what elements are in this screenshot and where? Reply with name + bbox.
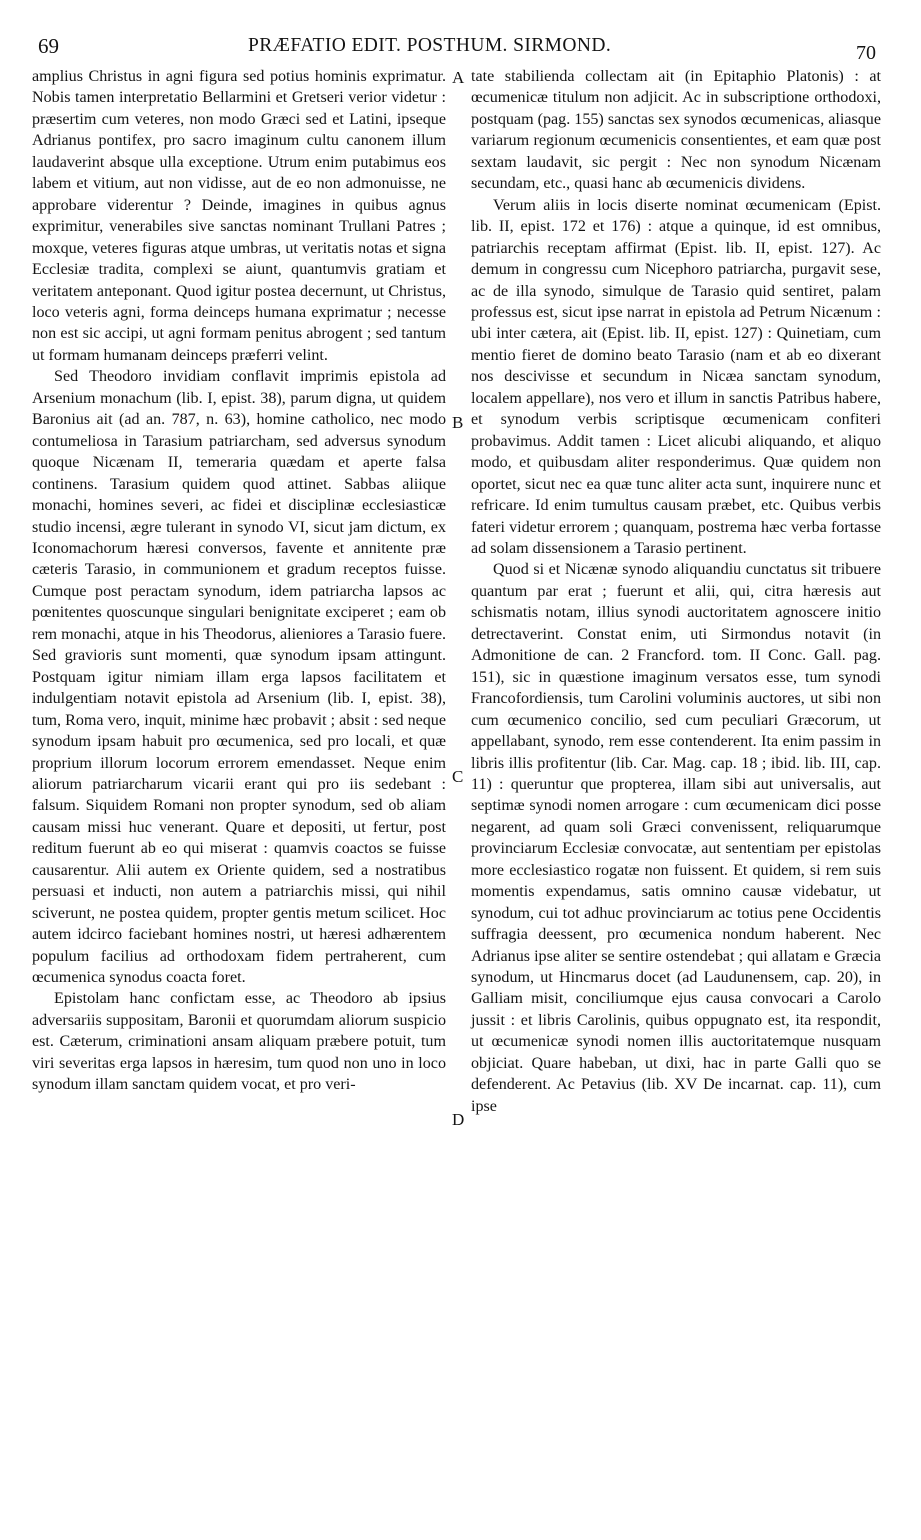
right-column <box>471 66 881 1117</box>
left-paragraph-3: Epistolam hanc confictam esse, ac Theodoro ab ipsius adversariis suppositam, Baronii et quorumdam aliorum suspicio est. Cæterum, criminationi ansam aliquam præbere potuit, tum viri severitas erga lapsos in hæresim, tum quod non uno in loco synodum illam sanctam quidem vocat, et pro veri- <box>32 990 446 1094</box>
margin-marker-b: B <box>452 413 464 432</box>
right-paragraph-3: Quod si et Nicænæ synodo aliquandiu cunctatus sit tribuere quantum par erat ; fuerunt et alii, qui, citra hæresis aut schismatis notam, illius synodi auctoritatem agnoscere initio detrectaverint. Constat enim, uti Sirmondus notavit (in Admonitione de can. 2 Francford. tom. II Conc. Gall. pag. 151), sic in quæstione imaginum versatos esse, tum synodi Francofordiensis, tum Carolini voluminis auctores, ut sibi non cum œcumenico concilio, sed cum peculiari Græcorum, ut appellabant, synodo, rem esse contenderent. Ita enim passim in libris illis profitentur (lib. Car. Mag. cap. 18 ; ibid. lib. III, cap. 11) : queruntur que propterea, illam sibi aut universalis, aut septimæ synodi nomen arrogare : cum œcumenicam dici posse negarent, ad quam soli Græci convenissent, reliquarumque provinciarum Ecclesiæ convocatæ, aut sententiam per epistolas more ecclesiastico rogatæ non fuissent. Et quidem, si rem suis momentis expendamus, satis omnino causæ videbatur, ut synodum, cui tot adhuc provinciarum ac totius pene Occidentis suffragia deessent, pro œcumenica nondum haberent. Nec Adrianus ipse aliter se sentire ostendebat ; qui allatam e Græcia synodum, ut Hincmarus docet (ad Laudunensem, cap. 20), in Galliam misit, conciliumque ejus causa convocari a Carolo jussit : et libris Carolinis, quibus oppugnato est, ita respondit, ut œcumenicæ synodi nomen illis auctoritatemque nusquam objiciat. Quare habeban, ut dixi, hac in parte Galli quo se defenderent. Ac Petavius (lib. XV De incarnat. cap. 11), cum ipse <box>471 561 881 1115</box>
left-paragraph-1: amplius Christus in agni figura sed potius hominis exprimatur. Nobis tamen interpretatio Bellarmini et Gretseri verior videtur : præsertim cum veteres, non modo Græci sed et Latini, ipseque Adrianus pontifex, pro sacro imaginum cultu canonem illum laudaverint absque ulla exceptione. Utrum enim putabimus eos labem et vitium, aut non vidisse, aut de eo non admonuisse, ne approbare viderentur ? Deinde, imagines in quibus agnus exprimitur, venerabiles sive sanctas nominant Trullani Patres ; moxque, veteres figuras atque umbras, ut veritatis notas et signa Ecclesiæ tradita, complexi se aiunt, quantumvis gratiam et veritatem anteponant. Quod igitur postea decernunt, ut Christus, loco veteris agni, forma deinceps humana exprimatur ; necesse non est sic accipi, ut agni formam penitus abrogent ; sed tantum ut formam humanam deinceps præferri velint. <box>32 68 446 364</box>
page-number-right: 70 <box>856 42 876 64</box>
page-number-left: 69 <box>38 34 59 58</box>
page-header <box>0 34 921 64</box>
margin-marker-d: D <box>452 1110 465 1129</box>
margin-marker-a: A <box>452 68 465 87</box>
left-column <box>32 66 446 1096</box>
right-paragraph-1: tate stabilienda collectam ait (in Epitaphio Platonis) : at œcumenicæ titulum non adjicit. Ac in subscriptione orthodoxi, postquam (pag. 155) sanctas sex synodos œcumenicas, aliasque variarum regionum œcumenicis consentientes, et eam quæ post sextam laudavit, sic pergit : Nec non synodum Nicænam secundam, etc., quasi hanc ab œcumenicis dividens. <box>471 68 881 193</box>
right-paragraph-2: Verum aliis in locis diserte nominat œcumenicam (Epist. lib. II, epist. 172 et 176) : atque a quinque, id est omnibus, patriarchis receptam affirmat (Epist. lib. II, epist. 127). Ac demum in congressu cum Nicephoro patriarcha, purgavit sesе, ac de illa synodo, simulque de Tarasio quid sentiret, palam professus est, sicut ipse narrat in epistola ad Petrum Nicænum : ubi inter cætera, ait (Epist. lib. II, epist. 127) : Quinetiam, cum mentio fieret de domino beato Tarasio (nam et ab eo dixerant nos descivisse et secundum in Nicæa sanctam synodum, localem appellare), nos vero et illum in sanctis Patribus habere, et synodum verbis scriptisque œcumenicam confiteri probavimus. Addit tamen : Licet alicubi aliquando, et aliquo modo, et quibusdam aliter responderimus. Quæ quidem non oportet, sicut nec ea quæ tunc aliter acta sunt, inquirere nunc et refricare. Id enim tumultus causam præbet, etc. Quibus verbis fateri videtur errorem ; quanquam, postrema hæc verba fortasse ad solam dissensionem a Tarasio pertinent. <box>471 196 881 557</box>
left-paragraph-2: Sed Theodoro invidiam conflavit imprimis epistola ad Arsenium monachum (lib. I, epist. 38), parum digna, ut quidem Baronius ait (ad an. 787, n. 63), homine catholico, nec modo contumeliosa in Tarasium patriarcham, sed adversus synodum quoque Nicænam II, temeraria quædam et aperte falsa continens. Tarasium quidem quod attinet. Sabbas aliique monachi, homines severi, ac fidei et disciplinæ ecclesiasticæ studio incensi, ægre tulerant in synodo VI, sicut jam dictum, ex Iconomachorum hæresi conversos, favente et annitente præ cæteris Tarasio, in communionem et gradum receptos fuisse. Cumque post peractam synodum, idem patriarcha lapsos ac pœnitentes quoscunque singulari benignitate exciperet ; eam ob rem monachi, atque in his Theodorus, alieniores a Tarasio fuere. Sed gravioris sunt momenti, quæ synodum ipsam attingunt. Postquam igitur nimiam illam erga lapsos facilitatem et indulgentiam notavit epistola ad Arsenium (lib. I, epist. 38), tum, Roma vero, inquit, minime hæc probavit ; absit : sed neque synodum ipsam habuit pro œcumenica, sed pro locali, et quæ proprium illorum locorum errorem emendasset. Neque enim aliorum patriarcharum vicarii erant qui pro iis sedebant : falsum. Siquidem Romani non propter synodum, sed ob aliam causam missi huc venerant. Quare et depositi, ut fertur, post reditum fuerunt ab eo qui miserat : quamvis coactos se fuisse causarentur. Alii autem ex Oriente quidem, sed a nostratibus persuasi et inducti, non autem a patriarchis missi, qui nihil sciverunt, ne postea quidem, propter gentis metum scilicet. Hoc autem idcirco faciebant homines nostri, ut hæresi adhærentem populum facilius ad orthodoxam fidem pertraherent, cum œcumenica synodus coacta foret. <box>32 368 446 987</box>
margin-marker-c: C <box>452 767 464 786</box>
running-title: PRÆFATIO EDIT. POSTHUM. SIRMOND. <box>248 35 612 56</box>
